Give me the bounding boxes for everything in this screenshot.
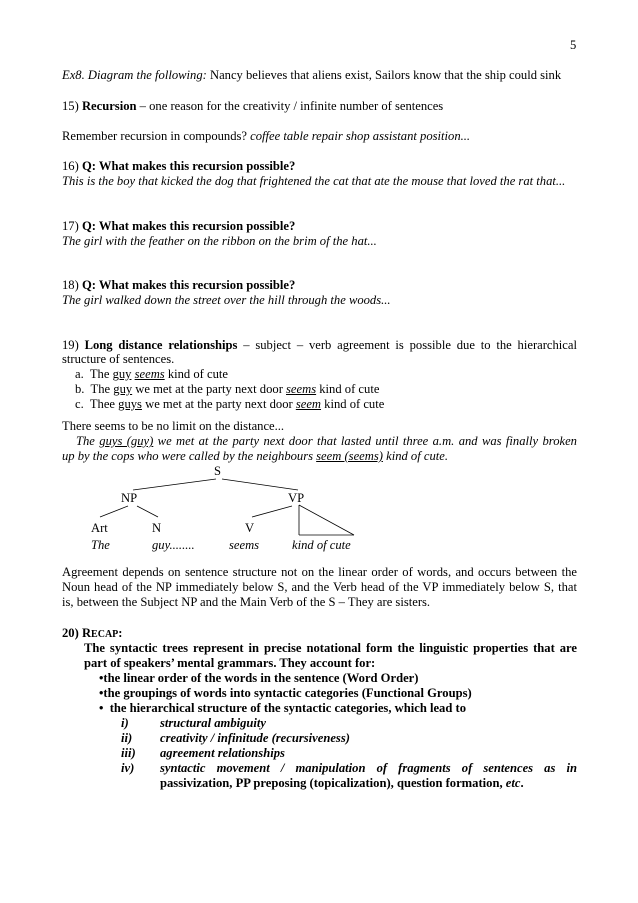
recap-bullet (99, 686, 472, 701)
item-label: c. (75, 397, 84, 411)
long-text: we met at the party next door that lasted until three a.m. and was finally broken (153, 434, 577, 448)
tree-leaf-seems: seems (229, 538, 260, 552)
question: Q: What makes this recursion possible? (81, 219, 296, 233)
recap-bullet (99, 701, 466, 716)
remember-example: coffee table repair shop assistant position... (250, 129, 471, 143)
verb-word: seems (134, 367, 165, 381)
recap-bullet (99, 671, 418, 686)
section-17 (62, 219, 295, 234)
section-16 (62, 159, 295, 174)
sub-item-continuation: passivization, PP preposing (topicalization), question formation, (160, 776, 506, 790)
page-number: 5 (570, 38, 577, 52)
tree-edge (137, 506, 158, 517)
recap-intro-line2: part of speakers’ mental grammars. They account for: (84, 656, 376, 670)
period: . (520, 776, 524, 790)
tree-edge (299, 505, 354, 535)
ex8-label: Ex8. Diagram the following: (62, 68, 207, 82)
recap-smallcaps: ECAP (91, 629, 119, 640)
section-heading: Recursion (81, 99, 137, 113)
verb-phrase: seem (seems) (316, 449, 383, 463)
section-number: 20) (62, 626, 82, 640)
ex8-line (62, 68, 561, 83)
tree-node-v: V (245, 521, 255, 535)
bullet-icon: • (99, 701, 104, 715)
agreement-line3: is, between the Subject NP and the Main Verb of the S – They are sisters. (62, 595, 431, 609)
subject-phrase: guys (guy) (99, 434, 154, 448)
item-text: The (89, 367, 113, 381)
agreement-line2: Noun head of the NP immediately below S, and the Verb head of the VP immediately below S, that (62, 580, 577, 594)
subject-word: guy (113, 382, 133, 396)
tree-edge (252, 506, 292, 517)
tree-node-vp: VP (288, 491, 305, 505)
remember-line (62, 129, 470, 144)
long-text: up by the cops who were called by the neighbours (62, 449, 317, 463)
item-label: a. (75, 367, 84, 381)
bullet-text: the hierarchical structure of the syntactic categories, which lead to (109, 701, 466, 715)
sub-item-text: agreement relationships (160, 746, 285, 760)
section-19-line1 (62, 338, 577, 353)
sub-item-text: syntactic movement / manipulation of fragments of sentences as in (160, 761, 577, 775)
syntax-tree (0, 460, 638, 560)
verb-word: seem (295, 397, 322, 411)
section-18 (62, 278, 295, 293)
no-limit-line: There seems to be no limit on the distance... (62, 419, 285, 433)
recap-intro-line1: The syntactic trees represent in precise notational form the linguistic properties that are (84, 641, 577, 655)
tree-node-np: NP (121, 491, 138, 505)
tree-leaf-guy: guy........ (152, 538, 195, 552)
remember-text: Remember recursion in compounds? (62, 129, 251, 143)
sub-item-num: iv) (121, 761, 135, 775)
section-number: 16) (62, 159, 82, 173)
question: Q: What makes this recursion possible? (81, 278, 296, 292)
item-text: we met at the party next door (141, 397, 296, 411)
section-number: 19) (62, 338, 85, 352)
tree-node-s: S (214, 464, 222, 478)
recap-colon: : (118, 626, 123, 640)
tree-leaf-the: The (91, 538, 110, 552)
item-text: we met at the party next door (132, 382, 287, 396)
section-text: – one reason for the creativity / infinite number of sentences (136, 99, 444, 113)
section-number: 15) (62, 99, 82, 113)
long-text: The (76, 434, 100, 448)
recap-initial: R (81, 626, 92, 640)
sub-item-text: creativity / infinitude (recursiveness) (160, 731, 350, 745)
tree-edge (100, 506, 128, 517)
item-text: The (90, 382, 114, 396)
section-heading: Long distance relationships (84, 338, 238, 352)
section-number: 18) (62, 278, 82, 292)
example-17: The girl with the feather on the ribbon on the brim of the hat... (62, 234, 377, 248)
tree-node-n: N (152, 521, 162, 535)
item-text: kind of cute (316, 382, 380, 396)
sub-item-num: ii) (121, 731, 133, 745)
example-c (75, 397, 384, 412)
example-a (75, 367, 228, 382)
long-example-line1 (76, 434, 577, 449)
bullet-icon: • (99, 686, 104, 700)
section-19-line2: structure of sentences. (62, 352, 175, 366)
section-text: – subject – verb agreement is possible due to the hierarchical (237, 338, 577, 352)
section-number: 17) (62, 219, 82, 233)
example-16: This is the boy that kicked the dog that frightened the cat that ate the mouse that loved the rat that... (62, 174, 566, 188)
sub-item-num: i) (121, 716, 129, 730)
section-20-heading (62, 626, 122, 642)
item-text: Thee (89, 397, 119, 411)
question: Q: What makes this recursion possible? (81, 159, 296, 173)
item-text: kind of cute (164, 367, 228, 381)
tree-leaf-kind-of-cute: kind of cute (292, 538, 351, 552)
example-18: The girl walked down the street over the hill through the woods... (62, 293, 391, 307)
bullet-text: the groupings of words into syntactic categories (Functional Groups) (103, 686, 472, 700)
ex8-text: Nancy believes that aliens exist, Sailors know that the ship could sink (206, 68, 562, 82)
sub-item-text: structural ambiguity (160, 716, 267, 730)
bullet-icon: • (99, 671, 104, 685)
subject-word: guys (118, 397, 142, 411)
etc-text: etc (505, 776, 521, 790)
tree-node-art: Art (91, 521, 108, 535)
item-label: b. (75, 382, 85, 396)
sub-item-text-line2 (160, 776, 524, 791)
item-text: kind of cute (321, 397, 385, 411)
verb-word: seems (286, 382, 317, 396)
section-15 (62, 99, 443, 114)
tree-edge (222, 479, 298, 490)
example-b (75, 382, 379, 397)
agreement-line1: Agreement depends on sentence structure not on the linear order of words, and occurs between the (62, 565, 577, 579)
long-text: kind of cute. (382, 449, 449, 463)
bullet-text: the linear order of the words in the sentence (Word Order) (103, 671, 419, 685)
subject-word: guy (112, 367, 132, 381)
sub-item-num: iii) (121, 746, 136, 760)
tree-edge (133, 479, 216, 490)
